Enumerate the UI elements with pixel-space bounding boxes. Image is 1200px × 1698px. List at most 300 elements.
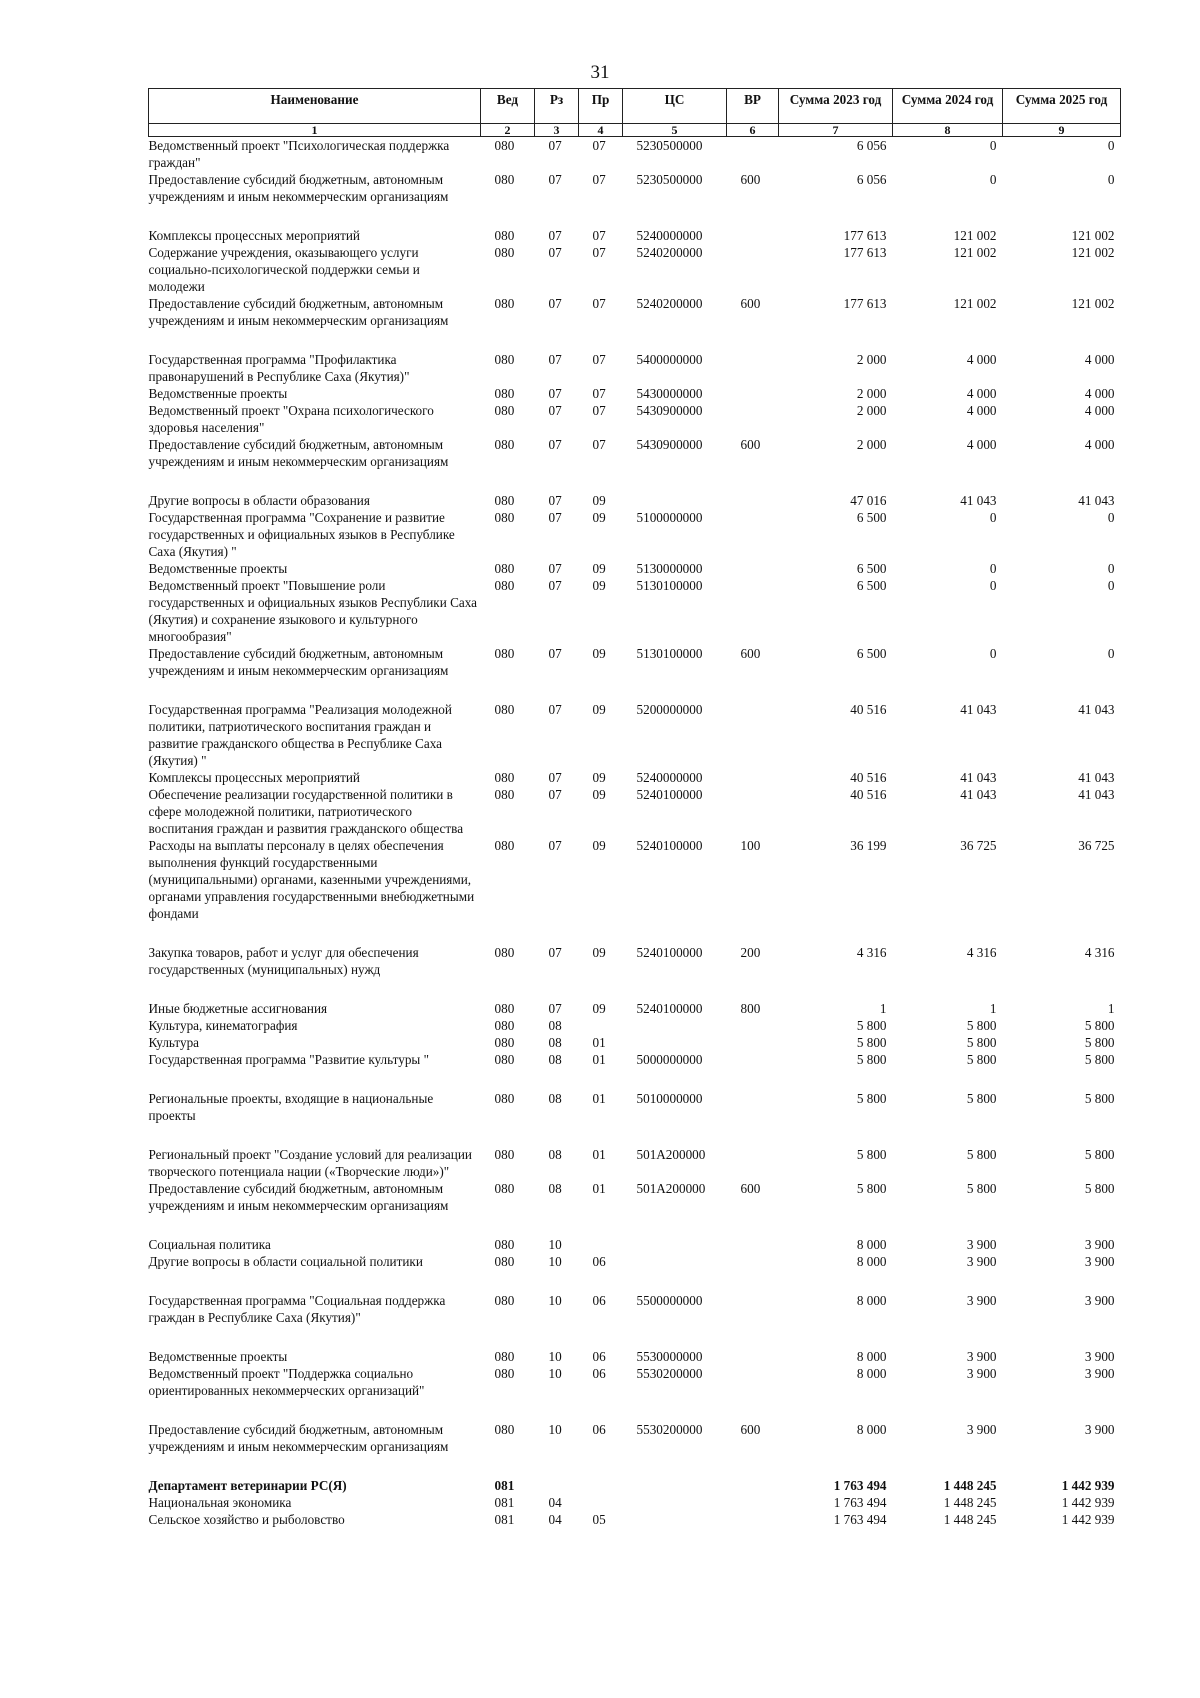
row-ved: 080 [494, 1035, 515, 1050]
row-vr: 600 [740, 646, 761, 661]
row-cs [623, 492, 727, 509]
row-cs: 5240100000 [636, 838, 703, 853]
table-row [149, 171, 1121, 227]
table-row [149, 560, 1121, 577]
row-vr: 800 [740, 1001, 761, 1016]
row-rz: 07 [548, 493, 562, 508]
row-rz: 07 [548, 352, 562, 367]
row-vr: 600 [740, 296, 761, 311]
row-vr [727, 351, 779, 385]
row-ved: 080 [494, 1052, 515, 1067]
row-sum-2024: 41 043 [960, 787, 997, 802]
table-row [149, 1090, 1121, 1146]
row-ved: 080 [494, 1237, 515, 1252]
row-sum-2023: 1 763 494 [833, 1478, 887, 1493]
row-sum-2024: 3 900 [966, 1422, 997, 1437]
row-name: Комплексы процессных мероприятий [148, 228, 360, 243]
row-vr [727, 1365, 779, 1421]
row-name: Предоставление субсидий бюджетным, автономным учреждениям и иным некоммерческим организациям [148, 172, 449, 204]
row-vr: 600 [740, 172, 761, 187]
row-pr: 09 [592, 770, 606, 785]
row-pr: 01 [592, 1181, 606, 1196]
table-row [149, 1292, 1121, 1348]
row-sum-2023: 40 516 [850, 787, 887, 802]
row-vr [727, 769, 779, 786]
table-row [149, 645, 1121, 701]
row-ved: 080 [494, 578, 515, 593]
row-name: Иные бюджетные ассигнования [148, 1001, 328, 1016]
row-name: Предоставление субсидий бюджетным, автономным учреждениям и иным некоммерческим организациям [148, 1422, 449, 1454]
row-cs: 5530200000 [636, 1366, 703, 1381]
row-sum-2025: 5 800 [1084, 1052, 1115, 1067]
row-sum-2025: 1 442 939 [1061, 1512, 1115, 1527]
row-sum-2023: 6 500 [856, 510, 887, 525]
row-name: Комплексы процессных мероприятий [148, 770, 360, 785]
row-cs: 5010000000 [636, 1091, 703, 1106]
row-ved: 081 [494, 1495, 515, 1510]
row-sum-2025: 3 900 [1084, 1422, 1115, 1437]
row-sum-2025: 0 [1107, 138, 1115, 153]
row-sum-2023: 6 500 [856, 561, 887, 576]
row-cs [623, 1034, 727, 1051]
row-pr: 09 [592, 510, 606, 525]
row-sum-2024: 0 [989, 172, 997, 187]
header-row [149, 89, 1121, 124]
row-rz: 07 [548, 437, 562, 452]
col-pr-number: 4 [579, 124, 623, 137]
row-sum-2024: 1 448 245 [943, 1495, 997, 1510]
row-cs [623, 1494, 727, 1511]
row-sum-2025: 0 [1107, 172, 1115, 187]
col-sum-2023-header: Сумма 2023 год [779, 89, 893, 124]
row-rz: 07 [548, 578, 562, 593]
row-name: Предоставление субсидий бюджетным, автономным учреждениям и иным некоммерческим организациям [148, 646, 449, 678]
row-vr [727, 1477, 779, 1494]
row-rz: 07 [548, 510, 562, 525]
row-sum-2023: 47 016 [850, 493, 887, 508]
row-sum-2025: 0 [1107, 578, 1115, 593]
row-sum-2023: 2 000 [856, 386, 887, 401]
row-pr: 07 [592, 352, 606, 367]
row-rz: 10 [548, 1293, 562, 1308]
row-ved: 080 [494, 787, 515, 802]
table-row [149, 295, 1121, 351]
row-pr: 07 [592, 245, 606, 260]
row-rz: 07 [548, 138, 562, 153]
row-rz: 04 [548, 1495, 562, 1510]
row-vr: 600 [740, 1422, 761, 1437]
row-rz: 07 [548, 245, 562, 260]
row-sum-2025: 4 000 [1084, 386, 1115, 401]
row-sum-2025: 1 442 939 [1061, 1495, 1115, 1510]
row-pr: 06 [592, 1366, 606, 1381]
col-vr-header: ВР [727, 89, 779, 124]
row-pr: 09 [592, 646, 606, 661]
table-row [149, 244, 1121, 295]
row-vr [727, 227, 779, 244]
row-pr: 01 [592, 1091, 606, 1106]
row-sum-2024: 1 [989, 1001, 997, 1016]
row-rz: 07 [548, 228, 562, 243]
row-ved: 080 [494, 403, 515, 418]
row-sum-2023: 1 [879, 1001, 887, 1016]
row-pr: 06 [592, 1293, 606, 1308]
row-ved: 080 [494, 561, 515, 576]
row-name: Предоставление субсидий бюджетным, автономным учреждениям и иным некоммерческим организациям [148, 1181, 449, 1213]
row-sum-2024: 1 448 245 [943, 1512, 997, 1527]
row-sum-2024: 41 043 [960, 493, 997, 508]
row-cs: 5240100000 [636, 945, 703, 960]
row-ved: 080 [494, 1147, 515, 1162]
row-rz: 07 [548, 1001, 562, 1016]
table-row [149, 436, 1121, 492]
row-ved: 080 [494, 702, 515, 717]
row-name: Ведомственные проекты [148, 386, 288, 401]
row-pr: 01 [592, 1052, 606, 1067]
row-name: Государственная программа "Реализация молодежной политики, патриотического воспитания граждан и развитие гражданского общества в Республике Саха (Якутия) " [148, 702, 452, 768]
row-rz: 08 [548, 1181, 562, 1196]
row-sum-2023: 2 000 [856, 352, 887, 367]
row-ved: 080 [494, 386, 515, 401]
col-sum-2025-number: 9 [1003, 124, 1121, 137]
row-ved: 080 [494, 838, 515, 853]
row-sum-2023: 40 516 [850, 770, 887, 785]
row-name: Региональные проекты, входящие в национальные проекты [148, 1091, 434, 1123]
row-pr: 09 [592, 838, 606, 853]
row-cs: 501А200000 [636, 1181, 706, 1196]
row-sum-2025: 41 043 [1078, 787, 1115, 802]
row-sum-2023: 6 056 [856, 138, 887, 153]
table-row [149, 137, 1121, 172]
row-name: Сельское хозяйство и рыболовство [148, 1512, 345, 1527]
row-sum-2024: 121 002 [953, 245, 997, 260]
row-rz: 10 [548, 1366, 562, 1381]
row-pr: 09 [592, 945, 606, 960]
row-sum-2024: 4 000 [966, 386, 997, 401]
row-cs: 5500000000 [636, 1293, 703, 1308]
row-vr [727, 1034, 779, 1051]
col-sum-2023-number: 7 [779, 124, 893, 137]
row-sum-2025: 121 002 [1071, 296, 1115, 311]
row-sum-2024: 121 002 [953, 228, 997, 243]
row-ved: 080 [494, 646, 515, 661]
row-sum-2023: 8 000 [856, 1237, 887, 1252]
row-sum-2023: 2 000 [856, 437, 887, 452]
row-name: Государственная программа "Профилактика правонарушений в Республике Саха (Якутия)" [148, 352, 410, 384]
row-vr [727, 786, 779, 837]
row-name: Содержание учреждения, оказывающего услуги социально-психологической поддержки семьи и молодежи [148, 245, 420, 294]
table-row [149, 944, 1121, 1000]
col-pr-header: Пр [579, 89, 623, 124]
header-number-row [149, 124, 1121, 137]
row-sum-2025: 0 [1107, 561, 1115, 576]
row-cs: 5240100000 [636, 787, 703, 802]
row-ved: 081 [494, 1478, 515, 1493]
row-sum-2023: 2 000 [856, 403, 887, 418]
row-pr: 07 [592, 403, 606, 418]
col-ved-header: Вед [481, 89, 535, 124]
row-sum-2025: 5 800 [1084, 1091, 1115, 1106]
table-header [149, 89, 1121, 137]
table-row [149, 1494, 1121, 1511]
row-sum-2023: 5 800 [856, 1035, 887, 1050]
row-pr: 07 [592, 138, 606, 153]
row-sum-2025: 36 725 [1078, 838, 1115, 853]
row-vr [727, 1494, 779, 1511]
row-sum-2024: 0 [989, 138, 997, 153]
row-name: Ведомственный проект "Психологическая поддержка граждан" [148, 138, 450, 170]
row-ved: 080 [494, 245, 515, 260]
row-name: Другие вопросы в области образования [148, 493, 370, 508]
row-vr [727, 1253, 779, 1292]
row-pr: 09 [592, 561, 606, 576]
row-cs: 501А200000 [636, 1147, 706, 1162]
row-name: Предоставление субсидий бюджетным, автономным учреждениям и иным некоммерческим организациям [148, 437, 449, 469]
row-sum-2024: 5 800 [966, 1091, 997, 1106]
row-name: Культура, кинематография [148, 1018, 298, 1033]
row-cs: 5240100000 [636, 1001, 703, 1016]
row-sum-2023: 177 613 [843, 245, 887, 260]
row-sum-2025: 3 900 [1084, 1254, 1115, 1269]
row-sum-2024: 5 800 [966, 1181, 997, 1196]
row-sum-2024: 41 043 [960, 770, 997, 785]
row-sum-2023: 5 800 [856, 1147, 887, 1162]
row-ved: 080 [494, 1181, 515, 1196]
row-vr [727, 1348, 779, 1365]
row-name: Обеспечение реализации государственной политики в сфере молодежной политики, патриотического воспитания граждан и развития гражданского общества [148, 787, 464, 836]
row-sum-2025: 41 043 [1078, 770, 1115, 785]
row-name: Предоставление субсидий бюджетным, автономным учреждениям и иным некоммерческим организациям [148, 296, 449, 328]
row-ved: 080 [494, 510, 515, 525]
row-sum-2023: 8 000 [856, 1349, 887, 1364]
row-sum-2024: 0 [989, 510, 997, 525]
row-vr [727, 1146, 779, 1180]
row-ved: 080 [494, 138, 515, 153]
row-pr: 09 [592, 493, 606, 508]
row-sum-2023: 1 763 494 [833, 1495, 887, 1510]
row-name: Ведомственный проект "Охрана психологического здоровья населения" [148, 403, 434, 435]
col-sum-2024-header: Сумма 2024 год [893, 89, 1003, 124]
row-ved: 080 [494, 1018, 515, 1033]
row-ved: 080 [494, 352, 515, 367]
row-sum-2023: 5 800 [856, 1052, 887, 1067]
row-name: Национальная экономика [148, 1495, 292, 1510]
row-cs [623, 1477, 727, 1494]
row-cs: 5230500000 [636, 172, 703, 187]
row-name: Государственная программа "Развитие культуры " [148, 1052, 429, 1067]
table-row [149, 1511, 1121, 1528]
row-sum-2024: 5 800 [966, 1018, 997, 1033]
row-cs: 5240200000 [636, 296, 703, 311]
row-cs: 5400000000 [636, 352, 703, 367]
row-ved: 080 [494, 945, 515, 960]
row-sum-2023: 8 000 [856, 1366, 887, 1381]
row-rz: 10 [548, 1237, 562, 1252]
table-row [149, 509, 1121, 560]
table-row [149, 402, 1121, 436]
row-sum-2024: 5 800 [966, 1035, 997, 1050]
row-ved: 080 [494, 228, 515, 243]
row-sum-2024: 3 900 [966, 1254, 997, 1269]
row-rz: 04 [548, 1512, 562, 1527]
row-sum-2024: 121 002 [953, 296, 997, 311]
row-sum-2024: 4 316 [966, 945, 997, 960]
col-rz-number: 3 [535, 124, 579, 137]
row-pr [579, 1236, 623, 1253]
row-name: Ведомственные проекты [148, 1349, 288, 1364]
row-sum-2024: 3 900 [966, 1293, 997, 1308]
row-pr: 06 [592, 1422, 606, 1437]
row-rz: 07 [548, 787, 562, 802]
table-row [149, 577, 1121, 645]
row-vr [727, 701, 779, 769]
row-sum-2025: 121 002 [1071, 228, 1115, 243]
col-sum-2025-header: Сумма 2025 год [1003, 89, 1121, 124]
row-cs: 5430000000 [636, 386, 703, 401]
row-cs: 5240000000 [636, 228, 703, 243]
row-cs: 5530200000 [636, 1422, 703, 1437]
row-sum-2025: 3 900 [1084, 1366, 1115, 1381]
row-sum-2025: 41 043 [1078, 702, 1115, 717]
row-sum-2024: 0 [989, 646, 997, 661]
col-rz-header: Рз [535, 89, 579, 124]
row-rz: 10 [548, 1349, 562, 1364]
table-row [149, 227, 1121, 244]
row-ved: 080 [494, 172, 515, 187]
row-sum-2023: 5 800 [856, 1181, 887, 1196]
row-rz: 08 [548, 1147, 562, 1162]
row-rz: 08 [548, 1091, 562, 1106]
row-rz: 07 [548, 386, 562, 401]
row-cs [623, 1236, 727, 1253]
row-ved: 080 [494, 1366, 515, 1381]
row-pr: 09 [592, 787, 606, 802]
row-rz: 07 [548, 702, 562, 717]
row-vr [727, 1236, 779, 1253]
row-pr: 07 [592, 172, 606, 187]
row-sum-2025: 3 900 [1084, 1349, 1115, 1364]
table-row [149, 351, 1121, 385]
row-pr: 07 [592, 386, 606, 401]
row-name: Расходы на выплаты персоналу в целях обеспечения выполнения функций государственными (муниципальными) органами, казенными учреждениями, органами управления государственными внебюджетными фондами [148, 838, 475, 921]
table-row [149, 1051, 1121, 1090]
row-rz: 08 [548, 1018, 562, 1033]
col-cs-number: 5 [623, 124, 727, 137]
row-cs: 5430900000 [636, 403, 703, 418]
row-sum-2024: 3 900 [966, 1366, 997, 1381]
row-rz: 08 [548, 1035, 562, 1050]
row-name: Культура [148, 1035, 200, 1050]
row-ved: 080 [494, 1254, 515, 1269]
row-cs: 5430900000 [636, 437, 703, 452]
row-sum-2024: 3 900 [966, 1349, 997, 1364]
row-cs [623, 1017, 727, 1034]
row-sum-2024: 3 900 [966, 1237, 997, 1252]
row-cs: 5530000000 [636, 1349, 703, 1364]
row-sum-2025: 4 316 [1084, 945, 1115, 960]
row-sum-2024: 41 043 [960, 702, 997, 717]
row-cs: 5240200000 [636, 245, 703, 260]
row-pr: 01 [592, 1035, 606, 1050]
row-ved: 080 [494, 770, 515, 785]
row-pr: 07 [592, 437, 606, 452]
col-vr-number: 6 [727, 124, 779, 137]
row-vr [727, 577, 779, 645]
row-sum-2025: 41 043 [1078, 493, 1115, 508]
row-ved: 080 [494, 296, 515, 311]
row-cs: 5100000000 [636, 510, 703, 525]
table-row [149, 1365, 1121, 1421]
row-sum-2025: 5 800 [1084, 1147, 1115, 1162]
row-name: Закупка товаров, работ и услуг для обеспечения государственных (муниципальных) нужд [148, 945, 419, 977]
table-row [149, 1348, 1121, 1365]
table-row [149, 701, 1121, 769]
row-pr [579, 1017, 623, 1034]
row-cs [623, 1511, 727, 1528]
row-rz [535, 1477, 579, 1494]
table-row [149, 1477, 1121, 1494]
row-sum-2025: 1 442 939 [1061, 1478, 1115, 1493]
table-row [149, 1017, 1121, 1034]
row-sum-2025: 1 [1107, 1001, 1115, 1016]
col-name-number: 1 [149, 124, 481, 137]
row-cs: 5130100000 [636, 578, 703, 593]
row-sum-2023: 1 763 494 [833, 1512, 887, 1527]
row-vr [727, 560, 779, 577]
row-pr: 06 [592, 1349, 606, 1364]
row-vr [727, 492, 779, 509]
row-sum-2023: 8 000 [856, 1422, 887, 1437]
row-sum-2025: 0 [1107, 646, 1115, 661]
row-cs: 5000000000 [636, 1052, 703, 1067]
row-pr: 09 [592, 578, 606, 593]
row-vr [727, 509, 779, 560]
row-cs [623, 1253, 727, 1292]
row-sum-2025: 4 000 [1084, 403, 1115, 418]
row-sum-2023: 6 500 [856, 578, 887, 593]
row-name: Государственная программа "Сохранение и развитие государственных и официальных языков в Республике Саха (Якутия) " [148, 510, 455, 559]
row-vr [727, 1090, 779, 1146]
row-pr [579, 1477, 623, 1494]
row-sum-2023: 4 316 [856, 945, 887, 960]
row-vr [727, 1051, 779, 1090]
row-sum-2023: 8 000 [856, 1254, 887, 1269]
row-vr [727, 1017, 779, 1034]
row-sum-2025: 4 000 [1084, 352, 1115, 367]
table-row [149, 1034, 1121, 1051]
row-pr: 01 [592, 1147, 606, 1162]
table-row [149, 1146, 1121, 1180]
row-ved: 080 [494, 1293, 515, 1308]
row-vr [727, 137, 779, 172]
row-vr: 600 [740, 437, 761, 452]
row-sum-2023: 177 613 [843, 296, 887, 311]
row-rz: 07 [548, 646, 562, 661]
row-sum-2023: 8 000 [856, 1293, 887, 1308]
row-name: Региональный проект "Создание условий для реализации творческого потенциала нации («Творческие люди»)" [148, 1147, 472, 1179]
row-vr: 100 [740, 838, 761, 853]
row-sum-2024: 4 000 [966, 437, 997, 452]
row-rz: 07 [548, 172, 562, 187]
table-row [149, 1180, 1121, 1236]
row-vr: 600 [740, 1181, 761, 1196]
row-cs: 5230500000 [636, 138, 703, 153]
row-vr [727, 244, 779, 295]
row-cs: 5130100000 [636, 646, 703, 661]
row-sum-2024: 4 000 [966, 403, 997, 418]
row-sum-2025: 5 800 [1084, 1035, 1115, 1050]
row-sum-2023: 177 613 [843, 228, 887, 243]
